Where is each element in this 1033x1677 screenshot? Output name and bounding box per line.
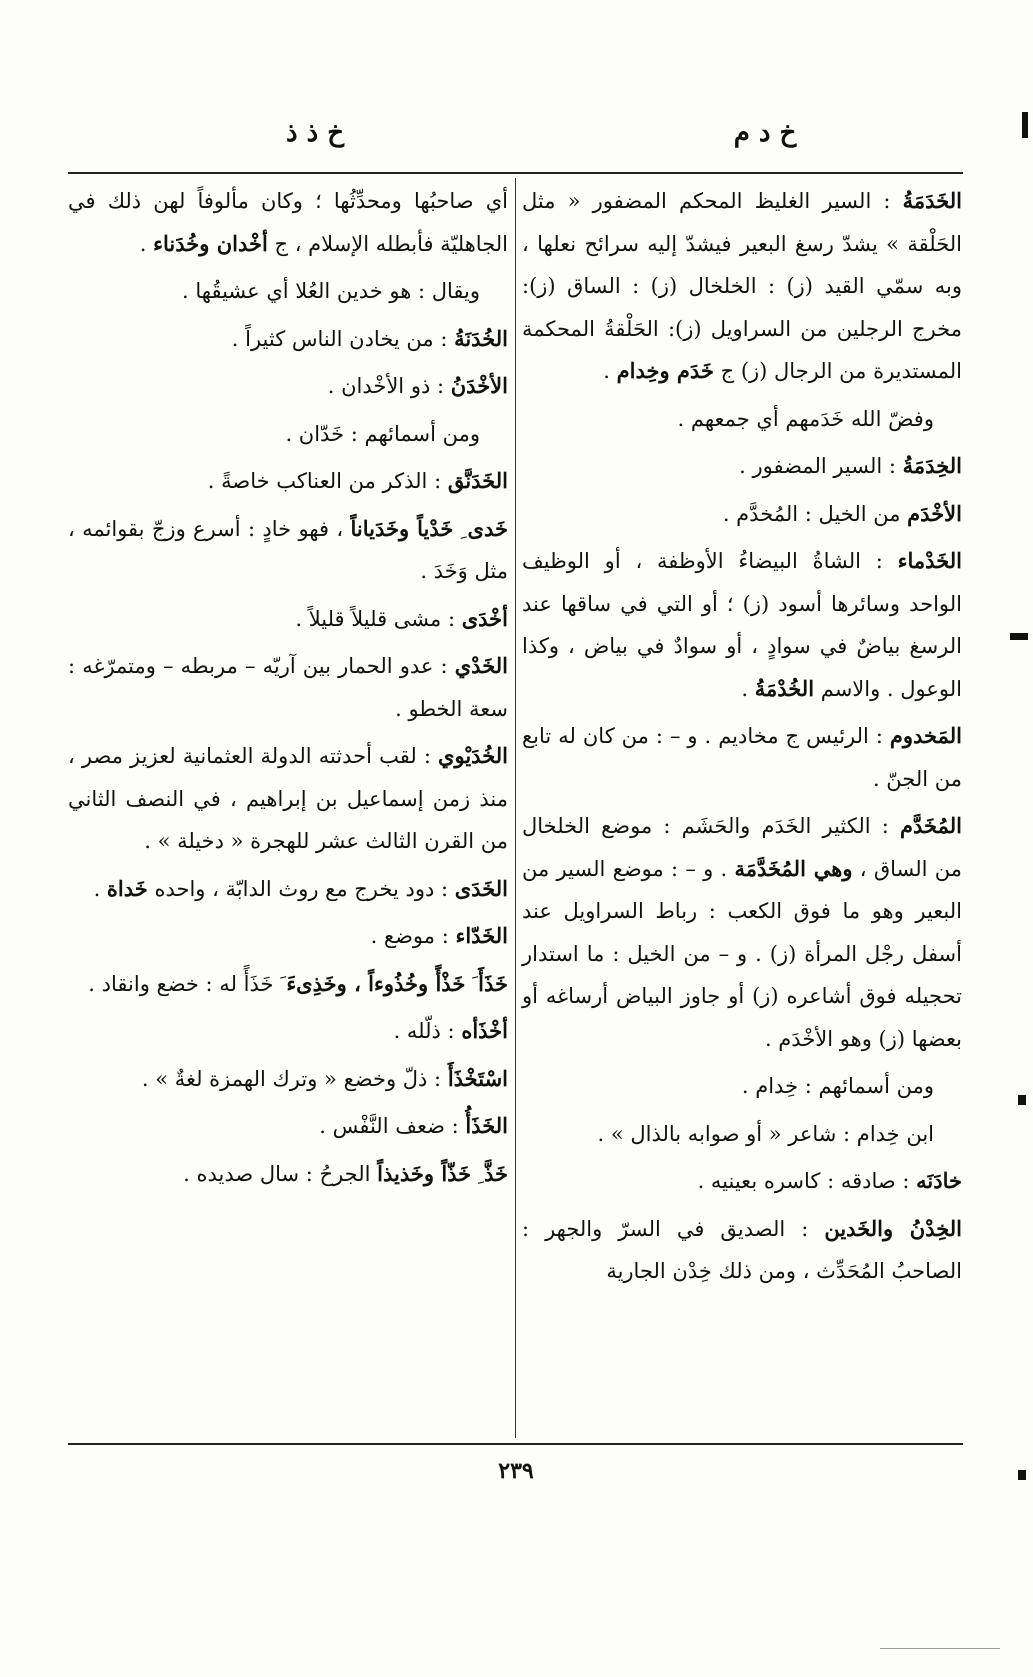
entry-text: ويقال : هو خدين العُلا أي عشيقُها . [182, 279, 480, 303]
bottom-rule [68, 1443, 963, 1445]
entry-headword: اسْتَخْذَأَ [447, 1065, 508, 1091]
dictionary-entry [68, 1105, 508, 1148]
dictionary-entry [522, 445, 962, 488]
entry-headword: الخُدَنَةُ [454, 325, 508, 351]
entry-headword: خادَنَه [916, 1168, 962, 1193]
entry-headword: خَذَأَ [478, 970, 508, 996]
dictionary-entry [68, 963, 508, 1006]
entry-text: : من يخادن الناس كثيراً . [231, 326, 455, 351]
dictionary-entry [68, 508, 508, 593]
running-header-left: خ ذ ذ [285, 118, 345, 148]
entry-text: : ذو الأخْدان . [327, 374, 451, 398]
entry-headword: الأخْدَنُ [450, 373, 508, 398]
entry-text: . [741, 676, 755, 701]
entry-text: . [603, 359, 617, 383]
margin-mark [1018, 1095, 1026, 1105]
entry-text: : الصديق في السرّ والجهر : الصاحبُ المُحَدِّث ، ومن ذلك خِدْن الجارية [522, 1216, 962, 1283]
entry-form: أخْدان وخُدَناء [153, 230, 268, 256]
entry-headword: الخَدّاء [455, 923, 508, 948]
dictionary-entry [522, 1065, 962, 1108]
entry-text: الجرحُ : سال صديده . [183, 1161, 378, 1186]
dictionary-entry [522, 805, 962, 1060]
entry-headword: المُخَدَّم [900, 813, 962, 838]
entry-headword: أخْذَأه [461, 1018, 508, 1043]
right-column [522, 180, 962, 1298]
entry-headword: الخَدَمَةُ [902, 188, 962, 213]
entry-text: : الشاةُ البيضاءُ الأوظفة ، أو الوظيف الواحد وسائرها أسود (ز) ؛ أو التي في ساقها عند الرسغ بياضٌ في سوادٍ ، أو سوادٌ في بياض ، وكذا الوعول . والاسم [522, 549, 962, 701]
column-divider [515, 178, 516, 1438]
entry-text: ، فهو خادٍ : أسرع وزجّ بقوائمه ، مثل وَخَدَ . [68, 516, 508, 583]
entry-text: َ [465, 971, 479, 996]
entry-text: وفضّ الله خَدَمهم أي جمعهم . [677, 406, 934, 431]
entry-text: : الرئيس ج مخاديم . و – : من كان له تابع من الجنّ . [522, 724, 962, 791]
dictionary-entry [68, 1153, 508, 1196]
entry-text: : الذكر من العناكب خاصةً . [207, 469, 448, 493]
entry-text: : ضعف النَّفْس . [319, 1114, 466, 1138]
margin-mark [1010, 633, 1028, 640]
entry-text: : صادقه : كاسره بعينيه . [697, 1169, 917, 1193]
entry-text: من الخيل : المُخدَّم . [722, 501, 908, 526]
dictionary-entry [68, 1058, 508, 1101]
entry-headword: الخَدْي [454, 653, 508, 678]
dictionary-entry [68, 180, 508, 265]
entry-text: ِ [453, 516, 468, 541]
entry-form: وهي المُخَدَّمَة [734, 855, 853, 881]
entry-headword: الخَدَنَّق [447, 468, 508, 493]
dictionary-entry [68, 645, 508, 730]
entry-headword: الخَدْماء [897, 548, 962, 573]
entry-text: : ذلّ وخضع « وترك الهمزة لغةٌ » . [141, 1066, 448, 1091]
entry-form: خَدَم وخِدام [616, 358, 714, 383]
dictionary-entry [68, 735, 508, 863]
margin-mark [1022, 112, 1028, 138]
dictionary-entry [522, 398, 962, 441]
entry-text: : لقب أحدثته الدولة العثمانية لعزيز مصر ، منذ زمن إسماعيل بن إبراهيم ، في النصف الثاني من القرن الثالث عشر للهجرة « دخيلة » . [68, 744, 508, 853]
entry-form: خَذّاً وخَذيذاً [377, 1160, 472, 1186]
dictionary-entry [522, 1208, 962, 1293]
dictionary-entry [522, 1113, 962, 1156]
entry-text: . [139, 231, 154, 256]
page-number: ٢٣٩ [498, 1458, 534, 1484]
entry-text: ومن أسمائهم : خَدّان . [285, 421, 480, 446]
entry-headword: الأخْدَم [907, 500, 962, 526]
entry-text: . [93, 876, 107, 901]
entry-text: . و – : موضع السير من البعير وهو ما فوق الكعب : رباط السراويل عند أسفل رجْل المرأة (ز) . و – من الخيل : ما استدار تحجيله فوق أشاعره (ز) أو جاوز البياض أرساغه أو بعضها (ز) وهو الأخْدَم . [522, 856, 962, 1051]
top-rule [68, 172, 963, 174]
entry-text: : عدو الحمار بين آريّه – مربطه – ومتمرّغه : سعة الخطو . [68, 654, 508, 721]
entry-headword: الخَذَأُ [465, 1113, 508, 1138]
entry-text: : السير المضفور . [739, 454, 903, 478]
entry-headword: خَذَّ [483, 1160, 508, 1186]
entry-text: : السير الغليظ المحكم المضفور « مثل الحَلْقة » يشدّ رسغ البعير فيشدّ إليه سرائح نعلها ، وبه سمّي القيد (ز) : الخلخال (ز) : الساق (ز): مخرج الرجلين من السراويل (ز): الحَلْقةُ المحكمة المستديرة من الرجال (ز) ج [522, 189, 962, 383]
dictionary-entry [68, 460, 508, 503]
dictionary-entry [522, 180, 962, 393]
dictionary-entry [68, 915, 508, 958]
entry-headword: الخِدْنُ والخَدين [824, 1215, 963, 1241]
entry-text: َ خَذَأً له : خضع وانقاد . [88, 971, 287, 996]
footer-rule [880, 1648, 1000, 1649]
entry-text: ابن خِدام : شاعر « أو صوابه بالذال » . [597, 1121, 934, 1146]
entry-text: : دود يخرج مع روث الدابّة ، واحده [147, 876, 455, 901]
entry-text: : مشى قليلاً قليلاً . [295, 606, 462, 631]
margin-mark [1018, 1470, 1026, 1480]
dictionary-entry [522, 540, 962, 710]
entry-headword: المَخدوم [889, 723, 962, 748]
entry-headword: الخِدَمَةُ [902, 453, 962, 478]
entry-headword: الخَدَى [454, 875, 508, 901]
dictionary-entry [68, 270, 508, 313]
dictionary-entry [522, 1160, 962, 1203]
left-column [68, 180, 508, 1200]
entry-form: خَدْياً وخَدَياناً [350, 515, 454, 541]
entry-headword: خَدى [467, 515, 508, 541]
dictionary-entry [68, 413, 508, 456]
entry-text: ِ [471, 1161, 484, 1186]
entry-text: ومن أسمائهم : خِدام . [741, 1074, 934, 1098]
running-header-right: خ د م [733, 118, 797, 148]
dictionary-entry [68, 868, 508, 911]
entry-form: الخُدْمَةُ [754, 675, 815, 701]
dictionary-entry [68, 1010, 508, 1053]
entry-text: : الكثير الخَدَم والحَشَم : موضع الخلخال من الساق ، [522, 814, 962, 881]
entry-form: خَذْأً وخُذُوءاً ، وخَذِىءَ [286, 970, 466, 996]
dictionary-entry [68, 598, 508, 641]
entry-text: : ذلّله . [393, 1019, 462, 1043]
entry-text: : موضع . [370, 924, 456, 948]
dictionary-entry [68, 318, 508, 361]
dictionary-entry [68, 365, 508, 408]
dictionary-entry [522, 493, 962, 536]
entry-headword: أخْدَى [461, 605, 508, 631]
dictionary-entry [522, 715, 962, 800]
entry-form: خَداة [106, 875, 148, 901]
entry-headword: الخُدَيْوي [438, 743, 508, 768]
entry-text: أي صاحبُها ومحدِّثُها ؛ وكان مألوفاً لهن ذلك في الجاهليّة فأبطله الإسلام ، ج [68, 189, 508, 256]
